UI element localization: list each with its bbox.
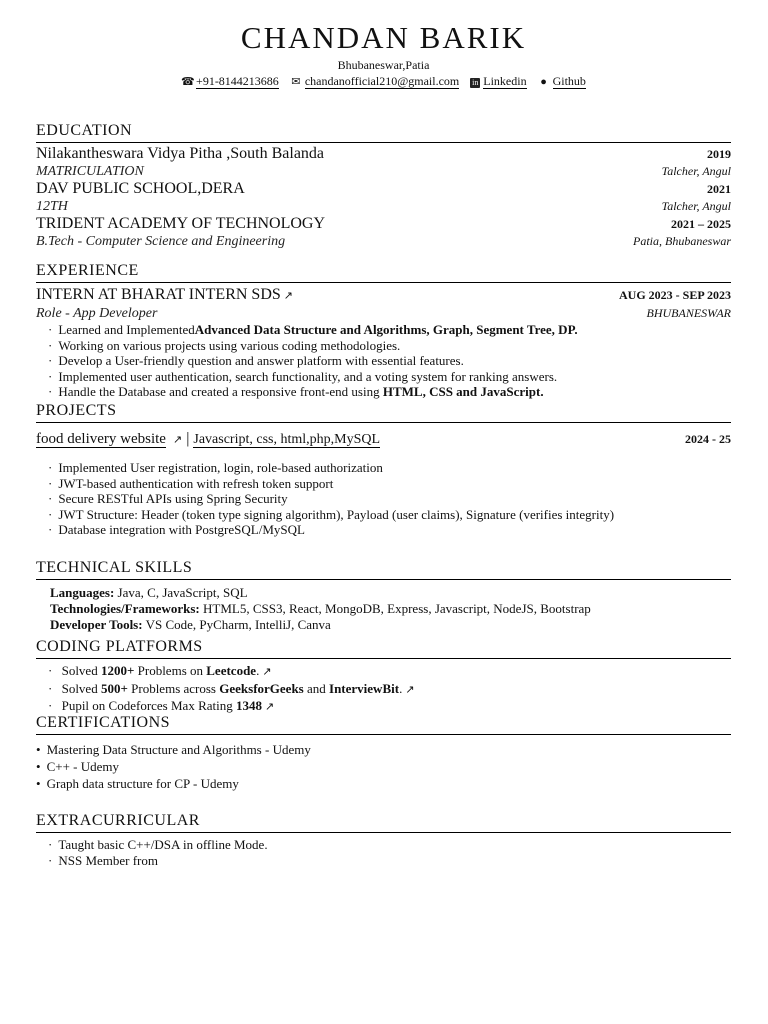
- education-place: Talcher, Angul: [661, 199, 731, 213]
- extracurricular-heading: EXTRACURRICULAR: [36, 812, 731, 833]
- extracurricular-list: [36, 837, 731, 868]
- count: 1200+: [100, 663, 135, 678]
- text: Solved: [61, 680, 101, 696]
- coding-heading: CODING PLATFORMS: [36, 638, 731, 659]
- external-link-icon[interactable]: ↗: [172, 434, 183, 446]
- envelope-icon: ✉: [291, 76, 301, 88]
- experience-bullets: [36, 322, 731, 400]
- text: and: [303, 680, 330, 696]
- text: Problems on: [134, 663, 207, 678]
- list-item: • Mastering Data Structure and Algorithms - Udemy: [36, 741, 731, 758]
- linkedin-contact[interactable]: [470, 74, 529, 88]
- skill-values: HTML5, CSS3, React, MongoDB, Express, Javascript, NodeJS, Bootstrap: [199, 601, 591, 616]
- job-date: AUG 2023 - SEP 2023: [618, 288, 731, 302]
- external-link-icon[interactable]: ↗: [283, 290, 293, 302]
- list-item: [48, 663, 731, 681]
- project-date: 2024 - 25: [685, 432, 731, 446]
- degree: B.Tech - Computer Science and Engineering: [36, 234, 286, 249]
- external-link-icon[interactable]: ↗: [262, 666, 272, 678]
- candidate-location: Bhubaneswar,Patia: [337, 58, 430, 72]
- text: Solved: [61, 663, 101, 678]
- list-item: · JWT-based authentication with refresh token support: [48, 476, 731, 492]
- external-link-icon[interactable]: ↗: [265, 701, 275, 713]
- bullet-bold-text: HTML, CSS and JavaScript.: [382, 384, 544, 399]
- skills-tools: [50, 617, 731, 633]
- education-entry: [36, 215, 731, 233]
- list-item: · Implemented user authentication, search functionality, and a voting system for ranking answers.: [48, 369, 731, 385]
- count: 500+: [100, 680, 128, 696]
- list-item: · NSS Member from: [48, 853, 731, 869]
- bullet-bold-text: Advanced Data Structure and Algorithms, Graph, Segment Tree, DP.: [194, 322, 578, 337]
- project-bullets: [36, 460, 731, 538]
- school-name: Nilakantheswara Vidya Pitha ,South Balanda: [36, 145, 325, 162]
- email-link[interactable]: chandanofficial210@gmail.com: [304, 74, 460, 88]
- projects-heading: PROJECTS: [36, 402, 731, 423]
- education-entry: [36, 145, 731, 163]
- text: Problems across: [127, 680, 220, 696]
- platform-name: GeeksforGeeks: [219, 680, 304, 696]
- phone-contact[interactable]: [181, 74, 282, 88]
- list-item: [48, 384, 731, 400]
- skills-languages: [50, 585, 731, 601]
- certifications-heading: CERTIFICATIONS: [36, 714, 731, 735]
- github-icon: ●: [540, 76, 547, 88]
- certifications-list: [36, 741, 731, 792]
- contact-row: [36, 74, 731, 89]
- list-item: · Implemented User registration, login, role-based authorization: [48, 460, 731, 476]
- linkedin-link[interactable]: Linkedin: [483, 74, 527, 88]
- list-item: · Taught basic C++/DSA in offline Mode.: [48, 837, 731, 853]
- text: .: [256, 663, 260, 678]
- coding-bullets: [36, 663, 731, 716]
- list-item: [48, 322, 731, 338]
- skills-technologies: [50, 601, 731, 617]
- skill-values: Java, C, JavaScript, SQL: [114, 585, 248, 600]
- experience-section: [36, 262, 731, 400]
- project-separator: |: [186, 430, 190, 447]
- list-item: • Graph data structure for CP - Udemy: [36, 775, 731, 792]
- github-contact[interactable]: [538, 74, 586, 88]
- candidate-name: CHANDAN BARIK: [240, 20, 527, 55]
- list-item: · Working on various projects using various coding methodologies.: [48, 338, 731, 354]
- list-item: · Develop a User-friendly question and answer platform with essential features.: [48, 353, 731, 369]
- skill-values: VS Code, PyCharm, IntelliJ, Canva: [142, 617, 331, 632]
- school-name: TRIDENT ACADEMY OF TECHNOLOGY: [36, 215, 326, 232]
- list-item: • C++ - Udemy: [36, 758, 731, 775]
- degree: MATRICULATION: [36, 164, 144, 179]
- email-contact[interactable]: [290, 74, 462, 88]
- education-entry: [36, 180, 731, 198]
- degree: 12TH: [36, 199, 68, 214]
- skills-heading: TECHNICAL SKILLS: [36, 559, 731, 580]
- projects-section: [36, 402, 731, 538]
- skills-section: [36, 559, 731, 633]
- skill-label: Developer Tools:: [50, 617, 143, 632]
- skill-label: Technologies/Frameworks:: [50, 601, 200, 616]
- list-item: [48, 698, 731, 716]
- bullet-text: Handle the Database and created a responsive front-end using: [58, 384, 383, 399]
- project-name[interactable]: food delivery website: [36, 431, 166, 447]
- list-item: · Secure RESTful APIs using Spring Security: [48, 491, 731, 507]
- external-link-icon[interactable]: ↗: [405, 683, 415, 696]
- platform-name: Leetcode: [206, 663, 257, 678]
- resume-page: [36, 18, 731, 868]
- phone-icon: ☎: [181, 76, 195, 88]
- text: Pupil on Codeforces Max Rating: [61, 698, 236, 713]
- certifications-section: [36, 714, 731, 792]
- job-title[interactable]: [36, 286, 293, 305]
- job-place: BHUBANESWAR: [646, 306, 731, 320]
- text: .: [399, 680, 403, 696]
- list-item: [48, 681, 731, 699]
- list-item: · JWT Structure: Header (token type signing algorithm), Payload (user claims), Signature (verifies integrity): [48, 507, 731, 523]
- bullet-text: Learned and Implemented: [58, 322, 195, 337]
- education-place: Talcher, Angul: [661, 164, 731, 178]
- extracurricular-section: [36, 812, 731, 868]
- github-link[interactable]: Github: [552, 74, 586, 88]
- education-date: 2021 – 2025: [671, 217, 731, 231]
- phone-link[interactable]: +91-8144213686: [196, 74, 279, 88]
- education-heading: EDUCATION: [36, 122, 731, 143]
- linkedin-icon: in: [472, 78, 479, 87]
- list-item: · Database integration with PostgreSQL/MySQL: [48, 522, 731, 538]
- education-section: [36, 122, 731, 250]
- coding-section: [36, 638, 731, 716]
- education-date: 2019: [707, 147, 731, 161]
- education-date: 2021: [707, 182, 731, 196]
- platform-name: InterviewBit: [329, 680, 400, 696]
- experience-heading: EXPERIENCE: [36, 262, 731, 283]
- job-role: Role - App Developer: [36, 306, 158, 321]
- job-title-text: INTERN AT BHARAT INTERN SDS: [36, 286, 281, 303]
- skill-label: Languages:: [50, 585, 115, 600]
- rating: 1348: [236, 698, 262, 713]
- project-tech: Javascript, css, html,php,MySQL: [193, 432, 381, 447]
- school-name: DAV PUBLIC SCHOOL,DERA: [36, 180, 245, 197]
- education-place: Patia, Bhubaneswar: [633, 234, 731, 248]
